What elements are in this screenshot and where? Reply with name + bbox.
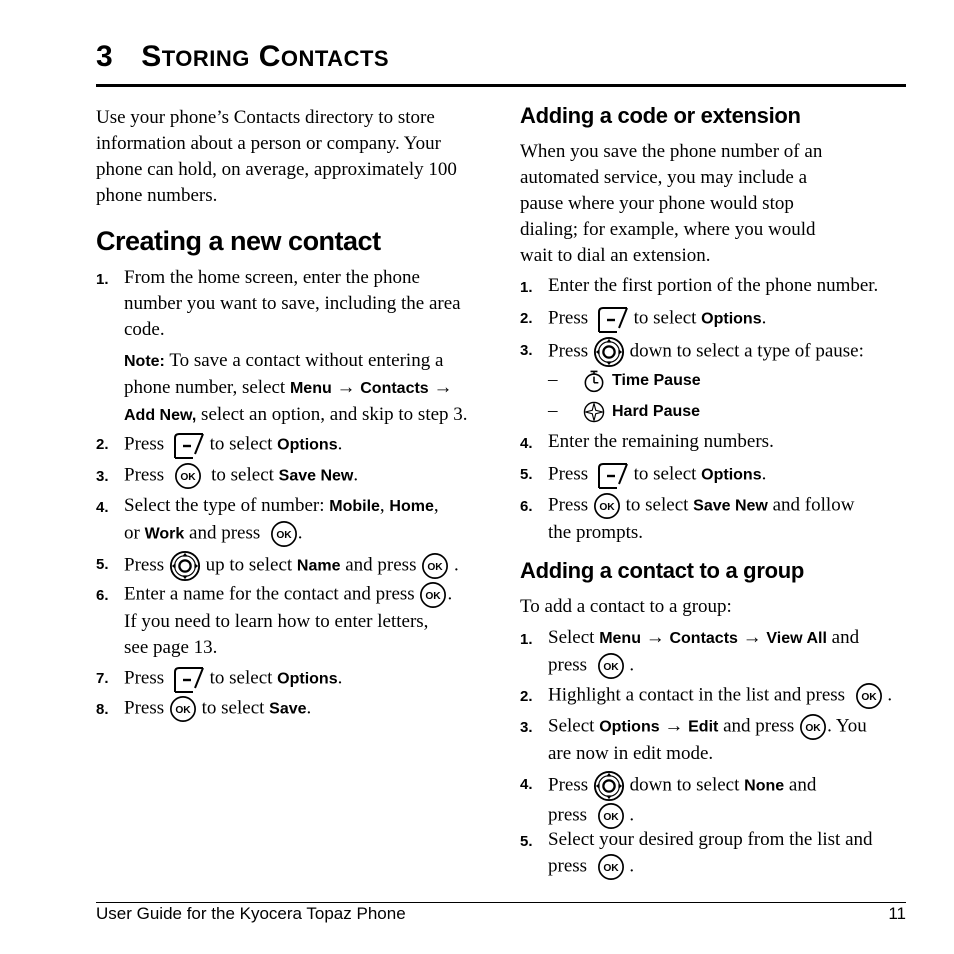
ok-key-icon xyxy=(855,682,883,710)
left-softkey-icon xyxy=(593,460,629,490)
heading-creating-contact: Creating a new contact xyxy=(96,226,381,256)
left-softkey-icon xyxy=(169,664,205,694)
timer-icon xyxy=(581,368,607,394)
page-number: 11 xyxy=(888,904,906,923)
chapter-title: 3 STORING CONTACTS xyxy=(96,40,390,73)
header-rule xyxy=(96,84,906,87)
left-softkey-icon xyxy=(593,304,629,334)
heading-contact-group: Adding a contact to a group xyxy=(520,558,805,583)
footer-rule xyxy=(96,902,906,903)
ok-key-icon xyxy=(597,853,625,881)
note: Note: To save a contact without entering a phone number, select Menu → Contacts → Add New, select an option, and skip to step 3. xyxy=(124,350,468,425)
hard-pause-icon xyxy=(581,399,607,425)
ok-key-icon xyxy=(421,552,449,580)
ok-key-icon xyxy=(593,492,621,520)
ok-key-icon xyxy=(419,581,447,609)
pause-option-time: – Time Pause xyxy=(548,367,848,394)
chapter-number: 3 xyxy=(96,40,114,73)
ok-key-icon xyxy=(597,652,625,680)
pause-option-hard: – Hard Pause xyxy=(548,398,848,425)
ok-key-icon xyxy=(174,462,202,490)
group-paragraph: To add a contact to a group: xyxy=(520,596,732,617)
heading-code-extension: Adding a code or extension xyxy=(520,103,801,128)
code-paragraph: When you save the phone number of an automated service, you may include a pause where your phone would stop dialing; for example, where you would wait to dial an extension. xyxy=(520,141,823,266)
ok-key-icon xyxy=(169,695,197,723)
intro-paragraph: Use your phone’s Contacts directory to store information about a person or company. Your phone can hold, on average, approximately 100 phone numbers. xyxy=(96,107,457,206)
footer-title: User Guide for the Kyocera Topaz Phone xyxy=(96,904,406,923)
ok-key-icon xyxy=(597,802,625,830)
left-softkey-icon xyxy=(169,430,205,460)
ok-key-icon xyxy=(270,520,298,548)
navigation-key-icon xyxy=(593,770,625,802)
ok-key-icon xyxy=(799,713,827,741)
navigation-key-icon xyxy=(593,336,625,368)
navigation-key-icon xyxy=(169,550,201,582)
note-label: Note: xyxy=(124,353,165,370)
